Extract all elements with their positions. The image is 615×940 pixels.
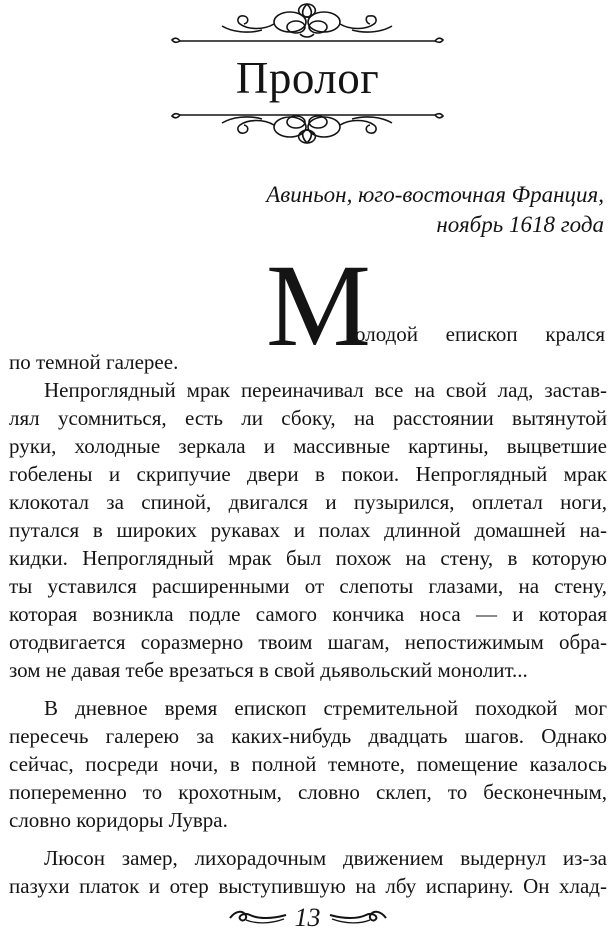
chapter-title: Пролог: [235, 53, 380, 103]
epigraph-date: ноябрь 1618 года: [436, 212, 604, 237]
text-line: зом не давая тебе врезаться в свой дьявольский монолит...: [9, 658, 528, 682]
text-line: руки, холодные зеркала и массивные картины, выцветшие: [9, 434, 607, 458]
drop-cap: М: [266, 240, 371, 371]
text-line: клокотал за спиной, двигался и пузырился, оплетал ноги,: [9, 490, 607, 514]
text-line: Люсон замер, лихорадочным движением выдернул из-за: [44, 846, 607, 870]
swash-right-ornament-icon: [328, 908, 388, 928]
text-line: лял усомниться, есть ли сбоку, на расстоянии вытянутой: [9, 406, 607, 430]
text-line: сейчас, посреди ночи, в полной темноте, помещение казалось: [9, 752, 607, 776]
text-line: по темной галерее.: [9, 350, 179, 374]
flourish-ornament-bottom-icon: [0, 107, 615, 147]
text-line: гобелены и скрипучие двери в покои. Непроглядный мрак: [9, 462, 607, 486]
text-line: пазухи платок и отер выступившую на лбу испарину. Он хлад-: [9, 874, 607, 898]
epigraph-place: Авиньон, юго-восточная Франция,: [266, 182, 604, 207]
page-number: 13: [294, 903, 321, 932]
text-line: В дневное время епископ стремительной походкой мог: [44, 696, 607, 720]
epigraph: [266, 180, 604, 240]
text-line: которая возникла подле самого кончика носа — и которая: [9, 602, 607, 626]
text-line: попеременно то крохотным, словно склеп, то бесконечным,: [9, 780, 607, 804]
text-line: путался в широких рукавах и полах длинной домашней на-: [9, 518, 607, 542]
text-line: олодой епископ крался: [355, 322, 605, 346]
text-line: отодвигается соразмерно твоим шагам, непостижимым обра-: [9, 630, 607, 654]
flourish-ornament-top-icon: [0, 0, 615, 50]
folio: [0, 900, 615, 940]
text-line: пересечь галерею за каких-нибудь двадцать шагов. Однако: [9, 724, 607, 748]
text-line: Непроглядный мрак переиначивал все на свой лад, застав-: [44, 378, 607, 402]
text-line: кидки. Непроглядный мрак был похож на стену, в которую: [9, 546, 607, 570]
text-line: словно коридоры Лувра.: [9, 808, 228, 832]
text-line: ты уставился расширенными от слепоты глазами, на стену,: [9, 574, 607, 598]
